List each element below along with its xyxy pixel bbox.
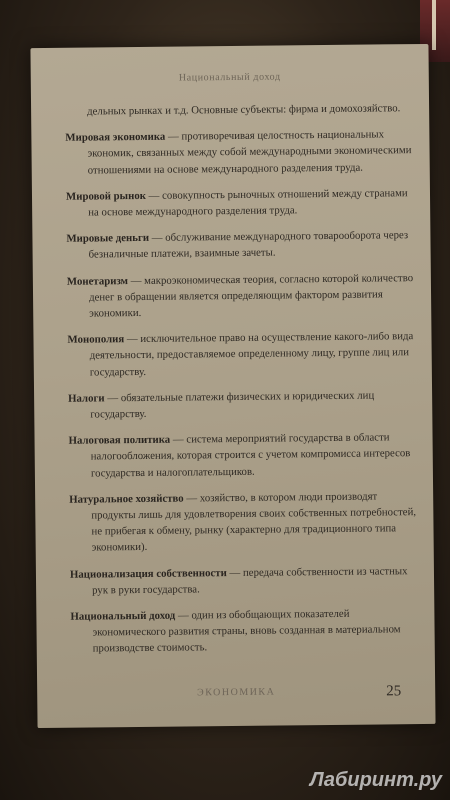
entry-term: Мировая экономика <box>65 130 166 144</box>
entry-definition: — совокупность рыночных отношений между странами на основе международного разделения труда. <box>88 186 408 219</box>
watermark-logo: Лабиринт.ру <box>309 769 442 791</box>
book-page <box>30 44 435 728</box>
glossary-entry <box>68 429 418 481</box>
entry-definition: — противоречивая целостность национальных экономик, связанных между собой международными экономическими отношениями на основе международного разделения труда. <box>87 128 412 177</box>
glossary-entry <box>70 563 420 599</box>
glossary-entry <box>66 185 416 221</box>
entry-term: Монополия <box>67 333 125 346</box>
entry-definition: — система мероприятий государства в области налогообложения, которая строится с учетом компромисса интересов государства и налогоплательщиков. <box>90 431 411 480</box>
glossary-entry <box>65 126 415 178</box>
stripe <box>432 0 436 50</box>
entry-term: Национализация собственности <box>69 566 227 581</box>
glossary-entry <box>68 387 418 423</box>
glossary-entry <box>70 605 420 657</box>
entry-term: Монетаризм <box>66 274 129 288</box>
entry-definition: — макроэкономическая теория, согласно которой количество денег в обращении является определяющим фактором развития экономики. <box>89 271 414 320</box>
glossary-body <box>65 100 421 667</box>
entry-term: Мировые деньги <box>66 232 150 245</box>
footer-title: ЭКОНОМИКА <box>197 686 276 699</box>
entry-definition: — исключительное право на осуществление какого-либо вида деятельности, предоставляемое определенному лицу, группе лиц или государству. <box>89 330 414 379</box>
continuation-text: дельных рынках и т.д. Основные субъекты: фирма и домохозяйство. <box>87 102 401 118</box>
entry-term: Натуральное хозяйство <box>69 492 184 506</box>
entry-definition: — обязательные платежи физических и юридических лиц государству. <box>90 389 375 421</box>
entry-definition: — передача собственности из частных рук в руки государства. <box>92 564 408 597</box>
page-number: 25 <box>386 683 402 700</box>
glossary-entry <box>67 328 417 380</box>
entry-definition: — обслуживание международного товарооборота через безналичные платежи, взаимные зачеты. <box>88 229 409 261</box>
entry-term: Национальный доход <box>70 609 176 623</box>
entry-definition: — хозяйство, в котором люди производят продукты лишь для удовлетворения своих собственных потребностей, не прибегая к обмену, рынку (характерно для традиционного типа экономики). <box>91 490 417 554</box>
glossary-entry <box>66 227 416 263</box>
entries-list <box>65 126 421 657</box>
entry-term: Налоги <box>68 392 105 405</box>
entry-definition: — один из обобщающих показателей экономического развития страны, вновь созданная в материальном производстве стоимость. <box>92 607 401 655</box>
glossary-entry <box>67 270 417 322</box>
running-head: Национальный доход <box>178 71 281 84</box>
entry-term: Налоговая политика <box>68 433 171 447</box>
entry-term: Мировой рынок <box>65 189 146 203</box>
glossary-entry <box>69 488 420 556</box>
